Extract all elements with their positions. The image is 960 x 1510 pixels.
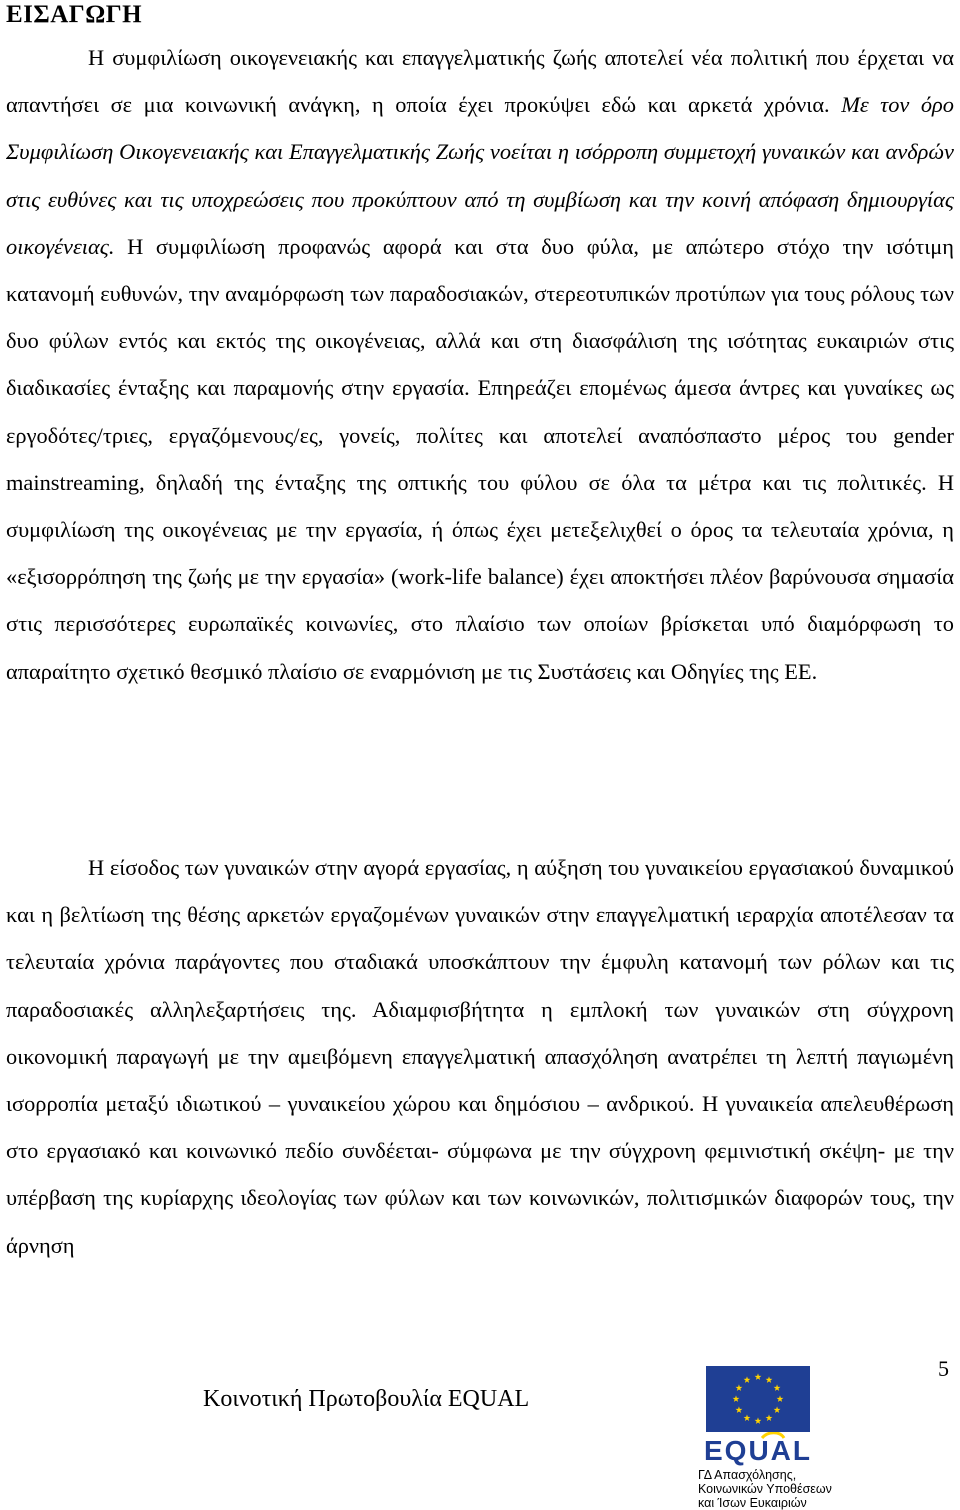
paragraph-2 (6, 844, 954, 1269)
paragraph-2-text: Η είσοδος των γυναικών στην αγορά εργασίας, η αύξηση του γυναικείου εργασιακού δυναμικού και η βελτίωση της θέσης αρκετών εργαζομένων γυναικών στην επαγγελματική ιεραρχία αποτέλεσαν τα τελευταία χρόνια παράγοντες που σταδιακά υποσκάπτουν την έμφυλη κατανομή των ρόλων και τις παραδοσιακές αλληλεξαρτήσεις της. Αδιαμφισβήτητα η εμπλοκή των γυναικών στη σύγχρονη οικονομική παραγωγή με την αμειβόμενη επαγγελματική απασχόληση ανατρέπει τη λεπτή παγιωμένη ισορροπία μεταξύ ιδιωτικού – γυναικείου χώρου και δημόσιου – ανδρικού. Η γυναικεία απελευθέρωση στο εργασιακό και κοινωνικό πεδίο συνδέεται- σύμφωνα με την σύγχρονη φεμινιστική σκέψη- με την υπέρβαση της κυρίαρχης ιδεολογίας των φύλων και των κοινωνικών, πολιτισμικών διαφορών τους, την άρνηση (6, 855, 954, 1258)
section-heading: ΕΙΣΑΓΩΓΗ (6, 1, 143, 28)
logo-caption (698, 1468, 848, 1510)
eu-flag-icon (706, 1366, 810, 1432)
footer-title: Κοινοτική Πρωτοβουλία EQUAL (203, 1386, 530, 1412)
paragraph-1-definition: Με τον όρο Συμφιλίωση Οικογενειακής και Επαγγελματικής Ζωής νοείται η ισόρροπη συμμετοχή γυναικών και ανδρών στις ευθύνες και τις υποχρεώσεις που προκύπτουν από τη συμβίωση και την κοινή απόφαση δημιουργίας οικογένειας. (6, 92, 954, 259)
paragraph-1-sentence-rest: Η συμφιλίωση προφανώς αφορά και στα δυο φύλα, με απώτερο στόχο την ισότιμη κατανομή ευθυνών, την αναμόρφωση των παραδοσιακών, στερεοτυπικών προτύπων για τους ρόλους των δυο φύλων εντός και εκτός της οικογένειας, αλλά και στη διασφάλιση της ισότητας ευκαιριών στις διαδικασίες ένταξης και παραμονής στην εργασία. Επηρεάζει επομένως άμεσα άντρες και γυναίκες ως εργοδότες/τριες, εργαζόμενους/ες, γονείς, πολίτες και αποτελεί αναπόσπαστο μέρος του gender mainstreaming, δηλαδή της ένταξης της οπτικής του φύλου σε όλα τα μέτρα και τις πολιτικές. Η συμφιλίωση της οικογένειας με την εργασία, ή όπως έχει μετεξελιχθεί ο όρος τα τελευταία χρόνια, η «εξισορρόπηση της ζωής με την εργασία» (work-life balance) έχει αποκτήσει πλέον βαρύνουσα σημασία στις περισσότερες ευρωπαϊκές κοινωνίες, στο πλαίσιο των οποίων βρίσκεται υπό διαμόρφωση το απαραίτητο σχετικό θεσμικό πλαίσιο σε εναρμόνιση με τις Συστάσεις και Οδηγίες της ΕΕ. (6, 233, 954, 684)
paragraph-1-sentence-1: Η συμφιλίωση οικογενειακής και επαγγελματικής ζωής αποτελεί νέα πολιτική που έρχεται να απαντήσει σε μια κοινωνική ανάγκη, η οποία έχει προκύψει εδώ και αρκετά χρόνια. (6, 45, 954, 118)
paragraph-1 (6, 34, 954, 695)
logo-caption-line-1: ΓΔ Απασχόλησης, (698, 1468, 797, 1482)
logo-caption-line-2: Κοινωνικών Υποθέσεων (698, 1482, 832, 1496)
equal-wordmark: EQUAL (704, 1435, 812, 1466)
equal-logo (698, 1366, 848, 1510)
logo-caption-line-3: και Ίσων Ευκαιριών (698, 1496, 807, 1510)
page-number: 5 (938, 1356, 949, 1381)
equal-wordmark-icon (702, 1432, 842, 1466)
